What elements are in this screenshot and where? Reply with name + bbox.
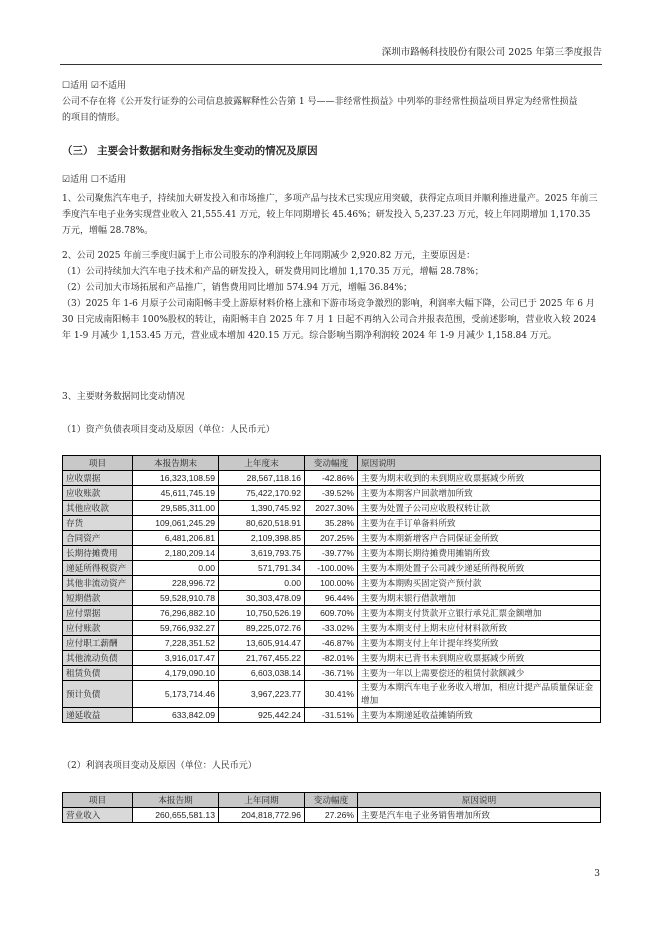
change-rate: 207.25% (305, 531, 358, 546)
current-value: 633,842.09 (133, 708, 219, 723)
change-rate: 30.41% (305, 681, 358, 708)
table-row (63, 708, 601, 723)
current-value: 76,296,882.10 (133, 606, 219, 621)
change-rate: -46.87% (305, 636, 358, 651)
current-value: 59,528,910.78 (133, 591, 219, 606)
income-statement-table-block (62, 792, 602, 823)
financial-data-intro (62, 389, 602, 405)
paragraph-2-item-3: （3）2025 年 1-6 月原子公司南阳畅丰受上游原材料价格上涨和下游市场竞争激烈的影响，利润率大幅下降，公司已于 2025 年 6 月 30 日完成南阳畅丰 100%股权的转让，南阳畅丰自 2025 年 7 月 1 日起不再纳入公司合并报表范围，受前述影响，营业收入较 2024 年 1-9 月减少 1,153.45 万元，营业成本增加 420.15 万元。综合影响当期净利润较 2024 年 1-9 月减少 1,158.84 万元。 (62, 299, 597, 341)
row-label: 短期借款 (63, 591, 133, 606)
table-row (63, 681, 601, 708)
change-rate: -36.71% (305, 666, 358, 681)
row-label: 租赁负债 (63, 666, 133, 681)
table1-caption-block (62, 422, 602, 438)
paragraph-3: 3、主要财务数据同比变动情况 (62, 392, 185, 402)
reason: 主要为本期长期待摊费用摊销所致 (358, 546, 601, 561)
nonrecurring-section (62, 78, 602, 126)
current-value: 16,323,108.59 (133, 471, 219, 486)
change-rate: 609.70% (305, 606, 358, 621)
column-header: 上年同期 (219, 793, 305, 808)
prior-value: 13,605,914.47 (219, 636, 305, 651)
section3-checkbox-line: ☑适用 ☐不适用 (62, 175, 126, 185)
page-header (60, 44, 602, 65)
prior-value: 3,619,793.75 (219, 546, 305, 561)
column-header: 变动幅度 (305, 793, 358, 808)
section3-body (62, 172, 602, 344)
table-row (63, 501, 601, 516)
table-row (63, 808, 601, 823)
change-rate: 96.44% (305, 591, 358, 606)
paragraph-1: 1、公司聚焦汽车电子，持续加大研发投入和市场推广，多项产品与技术已实现应用突破，获得定点项目并顺利推进量产。2025 年前三季度汽车电子业务实现营业收入 21,555.41 万元，较上年同期增长 45.46%；研发投入 5,237.23 万元，较上年同期增加 1,170.35 万元，增幅 28.78%。 (62, 194, 598, 236)
table-row (63, 561, 601, 576)
paragraph-2: 2、公司 2025 年前三季度归属于上市公司股东的净利润较上年同期减少 2,920.82 万元，主要原因是： (62, 251, 476, 261)
table2-caption-block (62, 758, 602, 774)
paragraph-2-item-1: （1）公司持续加大汽车电子技术和产品的研发投入，研发费用同比增加 1,170.35 万元，增幅 28.78%； (62, 267, 484, 277)
prior-value: 571,791.34 (219, 561, 305, 576)
row-label: 其他应收款 (63, 501, 133, 516)
reason: 主要是汽车电子业务销售增加所致 (358, 808, 601, 823)
table-row (63, 666, 601, 681)
row-label: 应付职工薪酬 (63, 636, 133, 651)
column-header: 上年度末 (219, 456, 305, 471)
reason: 主要为期末银行借款增加 (358, 591, 601, 606)
prior-value: 1,390,745.92 (219, 501, 305, 516)
table1-caption: （1）资产负债表项目变动及原因（单位：人民币元） (62, 425, 275, 435)
prior-value: 3,967,223.77 (219, 681, 305, 708)
reason: 主要为本期支付上期末应付材料款所致 (358, 621, 601, 636)
column-header: 变动幅度 (305, 456, 358, 471)
row-label: 预计负债 (63, 681, 133, 708)
column-header: 项目 (63, 456, 133, 471)
row-label: 递延收益 (63, 708, 133, 723)
row-label: 营业收入 (63, 808, 133, 823)
current-value: 7,228,351.52 (133, 636, 219, 651)
row-label: 长期待摊费用 (63, 546, 133, 561)
current-value: 5,173,714.46 (133, 681, 219, 708)
current-value: 45,611,745.19 (133, 486, 219, 501)
reason: 主要为一年以上需要偿还的租赁付款额减少 (358, 666, 601, 681)
report-title: 深圳市路畅科技股份有限公司 2025 年第三季度报告 (381, 47, 602, 58)
row-label: 合同资产 (63, 531, 133, 546)
row-label: 应付账款 (63, 621, 133, 636)
current-value: 6,481,206.81 (133, 531, 219, 546)
row-label: 应收账款 (63, 486, 133, 501)
table-row (63, 471, 601, 486)
current-value: 2,180,209.14 (133, 546, 219, 561)
change-rate: 2027.30% (305, 501, 358, 516)
reason: 主要为本期支付上年计提年终奖所致 (358, 636, 601, 651)
change-rate: -42.86% (305, 471, 358, 486)
row-label: 应付票据 (63, 606, 133, 621)
column-header: 原因说明 (358, 456, 601, 471)
prior-value: 80,620,518.91 (219, 516, 305, 531)
change-rate: 100.00% (305, 576, 358, 591)
table2-caption: （2）利润表项目变动及原因（单位：人民币元） (62, 761, 257, 771)
table-row (63, 591, 601, 606)
column-header: 本报告期 (133, 793, 219, 808)
change-rate: -39.52% (305, 486, 358, 501)
change-rate: -39.77% (305, 546, 358, 561)
prior-value: 89,225,072.76 (219, 621, 305, 636)
table-row (63, 576, 601, 591)
balance-sheet-table-block (62, 455, 602, 723)
table-row (63, 531, 601, 546)
reason: 主要为本期汽车电子业务收入增加，相应计提产品质量保证金增加 (358, 681, 601, 708)
change-rate: -33.02% (305, 621, 358, 636)
change-rate: 35.28% (305, 516, 358, 531)
section-heading: （三） 主要会计数据和财务指标发生变动的情况及原因 (62, 145, 318, 157)
row-label: 递延所得税资产 (63, 561, 133, 576)
table-row (63, 651, 601, 666)
table-header-row (63, 793, 601, 808)
paragraph-2-item-2: （2）公司加大市场拓展和产品推广，销售费用同比增加 574.94 万元，增幅 36.84%； (62, 283, 413, 293)
prior-value: 75,422,170.92 (219, 486, 305, 501)
income-statement-table (62, 792, 601, 823)
current-value: 228,996.72 (133, 576, 219, 591)
table-row (63, 486, 601, 501)
page-number: 3 (594, 869, 600, 879)
row-label: 其他流动负债 (63, 651, 133, 666)
column-header: 项目 (63, 793, 133, 808)
prior-value: 204,818,772.96 (219, 808, 305, 823)
current-value: 29,585,311.00 (133, 501, 219, 516)
nonrecurring-text: 公司不存在将《公开发行证券的公司信息披露解释性公告第 1 号——非经常性损益》中列举的非经常性损益项目界定为经常性损益的项目的情形。 (62, 97, 578, 123)
table-header-row (63, 456, 601, 471)
change-rate: -100.00% (305, 561, 358, 576)
reason: 主要为本期新增客户合同保证金所致 (358, 531, 601, 546)
reason: 主要为本期购买固定资产预付款 (358, 576, 601, 591)
prior-value: 10,750,526.19 (219, 606, 305, 621)
prior-value: 30,303,478.09 (219, 591, 305, 606)
row-label: 其他非流动资产 (63, 576, 133, 591)
row-label: 存货 (63, 516, 133, 531)
column-header: 原因说明 (358, 793, 601, 808)
section-heading-block (62, 143, 602, 159)
prior-value: 2,109,398.85 (219, 531, 305, 546)
reason: 主要为期末已背书未到期应收票据减少所致 (358, 651, 601, 666)
current-value: 59,766,932.27 (133, 621, 219, 636)
table-row (63, 621, 601, 636)
prior-value: 21,767,455.22 (219, 651, 305, 666)
balance-sheet-table (62, 455, 601, 723)
reason: 主要为在手订单备料所致 (358, 516, 601, 531)
current-value: 109,061,245.29 (133, 516, 219, 531)
prior-value: 925,442.24 (219, 708, 305, 723)
prior-value: 28,567,118.16 (219, 471, 305, 486)
current-value: 0.00 (133, 561, 219, 576)
reason: 主要为本期支付货款开立银行承兑汇票金额增加 (358, 606, 601, 621)
row-label: 应收票据 (63, 471, 133, 486)
change-rate: -31.51% (305, 708, 358, 723)
table-row (63, 636, 601, 651)
prior-value: 6,603,038.14 (219, 666, 305, 681)
reason: 主要为本期递延收益摊销所致 (358, 708, 601, 723)
reason: 主要为本期客户回款增加所致 (358, 486, 601, 501)
reason: 主要为本期处置子公司减少递延所得税所致 (358, 561, 601, 576)
current-value: 3,916,017.47 (133, 651, 219, 666)
reason: 主要为处置子公司应收股权转让款 (358, 501, 601, 516)
current-value: 4,179,090.10 (133, 666, 219, 681)
reason: 主要为期末收到的未到期应收票据减少所致 (358, 471, 601, 486)
change-rate: -82.01% (305, 651, 358, 666)
table-row (63, 606, 601, 621)
table-row (63, 516, 601, 531)
table-row (63, 546, 601, 561)
prior-value: 0.00 (219, 576, 305, 591)
nonrecurring-checkbox-line: ☐适用 ☑不适用 (62, 81, 126, 91)
change-rate: 27.26% (305, 808, 358, 823)
current-value: 260,655,581.13 (133, 808, 219, 823)
column-header: 本报告期末 (133, 456, 219, 471)
